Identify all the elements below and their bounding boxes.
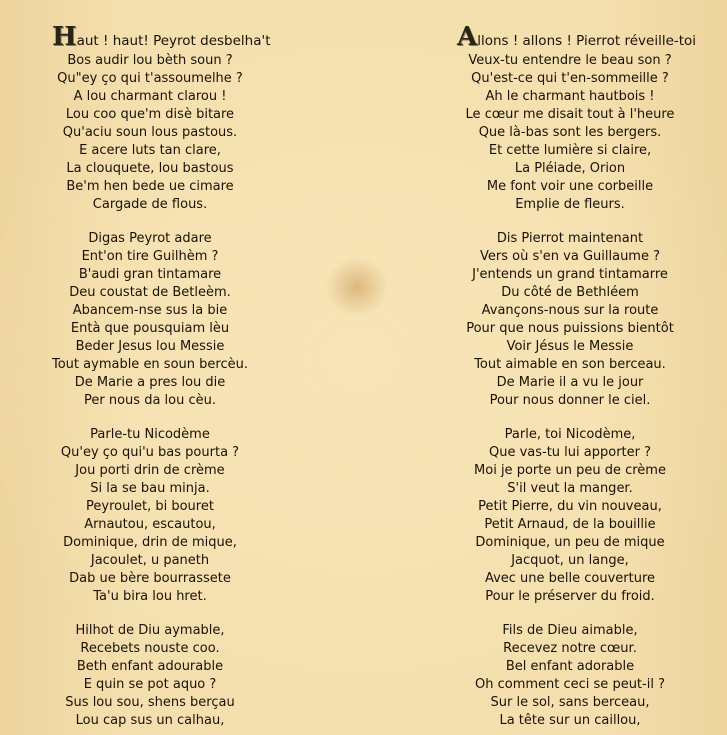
- stanza: [0, 52, 300, 214]
- verse-line: Veux-tu entendre le beau son ?: [468, 53, 672, 68]
- verse-line: Qu'ey ço qui'u bas pourta ?: [60, 445, 240, 460]
- verse-line: Que vas-tu lui apporter ?: [488, 445, 652, 460]
- verse-line: Lou coo que'm disè bitare: [65, 107, 235, 122]
- verse-line: Pour le préserver du froid.: [485, 589, 655, 604]
- verse-line: S'il veut la manger.: [507, 481, 633, 496]
- stanza: [420, 426, 720, 606]
- verse-line: Recebets nouste coo.: [80, 641, 220, 656]
- stanza: [420, 52, 720, 214]
- verse-line: Avançons-nous sur la route: [481, 303, 659, 318]
- verse-line: Ta'u bira lou hret.: [93, 589, 207, 604]
- verse-line: Deu coustat de Betleèm.: [69, 285, 231, 300]
- verse-line: Si la se bau minja.: [90, 481, 210, 496]
- verse-line: Bel enfant adorable: [505, 659, 635, 674]
- verse-line: Ent'on tire Guilhèm ?: [81, 249, 219, 264]
- verse-line: Sus lou sou, shens berçau: [65, 695, 235, 710]
- verse-line: Le cœur me disait tout à l'heure: [465, 107, 675, 122]
- verse-line: Recevez notre cœur.: [503, 641, 637, 656]
- verse-line: Avec une belle couverture: [484, 571, 656, 586]
- verse-line: Voir Jésus le Messie: [506, 339, 634, 354]
- verse-line: Jou porti drin de crème: [75, 463, 225, 478]
- verse-line: Beth enfant adourable: [76, 659, 224, 674]
- verse-line: Bos audir lou bèth soun ?: [67, 53, 233, 68]
- verse-line: Cargade de flous.: [92, 197, 208, 212]
- verse-line: Dominique, un peu de mique: [475, 535, 665, 550]
- verse-line: Dab ue bère bourrassete: [69, 571, 231, 586]
- verse-line: Qu'aciu soun lous pastous.: [62, 125, 238, 140]
- verse-line: Dominique, drin de mique,: [63, 535, 237, 550]
- verse-line: De Marie il a vu le jour: [496, 375, 644, 390]
- occitan-title-text: aut ! haut! Peyrot desbelha't: [76, 33, 271, 49]
- verse-line: Lou cap sus un calhau,: [75, 713, 225, 728]
- verse-line: Arnautou, escautou,: [84, 517, 216, 532]
- verse-line: E quin se pot aquo ?: [83, 677, 217, 692]
- stanza: [420, 622, 720, 730]
- verse-line: Oh comment ceci se peut-il ?: [475, 677, 665, 692]
- french-title-text: llons ! allons ! Pierrot réveille-toi: [477, 33, 697, 49]
- verse-line: Moi je porte un peu de crème: [474, 463, 666, 478]
- occitan-column: [0, 17, 300, 735]
- verse-line: Ah le charmant hautbois !: [485, 89, 655, 104]
- verse-line: Jacoulet, u paneth: [90, 553, 210, 568]
- french-title: [420, 17, 720, 57]
- verse-line: Hilhot de Diu aymable,: [75, 623, 225, 638]
- verse-line: Fils de Dieu aimable,: [502, 623, 638, 638]
- verse-line: Sur le sol, sans berceau,: [490, 695, 650, 710]
- verse-line: Dis Pierrot maintenant: [496, 231, 644, 246]
- verse-line: Tout aimable en son berceau.: [474, 357, 666, 372]
- verse-line: E acere luts tan clare,: [79, 143, 221, 158]
- verse-line: Per nous da lou cèu.: [84, 393, 216, 408]
- verse-line: Petit Arnaud, de la bouillie: [484, 517, 656, 532]
- verse-line: Pour que nous puissions bientôt: [466, 321, 674, 336]
- verse-line: Emplie de fleurs.: [515, 197, 625, 212]
- verse-line: Pour nous donner le ciel.: [489, 393, 651, 408]
- verse-line: Qu"ey ço qui t'assoumelhe ?: [57, 71, 243, 86]
- verse-line: De Marie a pres lou die: [74, 375, 226, 390]
- verse-line: Jacquot, un lange,: [511, 553, 629, 568]
- verse-line: La Pléiade, Orion: [514, 161, 626, 176]
- occitan-stanzas: [0, 52, 300, 730]
- french-title-dropcap: A: [457, 22, 478, 52]
- occitan-title-dropcap: H: [52, 22, 77, 52]
- verse-line: Peyroulet, bi bouret: [86, 499, 214, 514]
- verse-line: Be'm hen bede ue cimare: [66, 179, 234, 194]
- verse-line: Et cette lumière si claire,: [488, 143, 652, 158]
- verse-line: Beder Jesus lou Messie: [75, 339, 225, 354]
- stanza: [0, 622, 300, 730]
- verse-line: J'entends un grand tintamarre: [472, 267, 668, 282]
- verse-line: Du côté de Bethléem: [501, 285, 639, 300]
- french-column: [420, 17, 720, 735]
- verse-line: Parle-tu Nicodème: [90, 427, 210, 442]
- verse-line: Entà que pousquiam lèu: [70, 321, 230, 336]
- verse-line: Parle, toi Nicodème,: [504, 427, 636, 442]
- verse-line: B'audi gran tintamare: [78, 267, 222, 282]
- verse-line: La clouquete, lou bastous: [66, 161, 234, 176]
- verse-line: La tête sur un caillou,: [499, 713, 641, 728]
- stanza: [0, 230, 300, 410]
- verse-line: Tout aymable en soun bercèu.: [52, 357, 248, 372]
- verse-line: Me font voir une corbeille: [486, 179, 654, 194]
- occitan-title: [0, 17, 300, 57]
- stanza: [420, 230, 720, 410]
- french-stanzas: [420, 52, 720, 730]
- verse-line: A lou charmant clarou !: [73, 89, 227, 104]
- verse-line: Petit Pierre, du vin nouveau,: [478, 499, 662, 514]
- stanza: [0, 426, 300, 606]
- verse-line: Digas Peyrot adare: [88, 231, 212, 246]
- verse-line: Qu'est-ce qui t'en-sommeille ?: [471, 71, 669, 86]
- verse-line: Abancem-nse sus la bie: [72, 303, 228, 318]
- verse-line: Vers où s'en va Guillaume ?: [479, 249, 660, 264]
- verse-line: Que là-bas sont les bergers.: [478, 125, 662, 140]
